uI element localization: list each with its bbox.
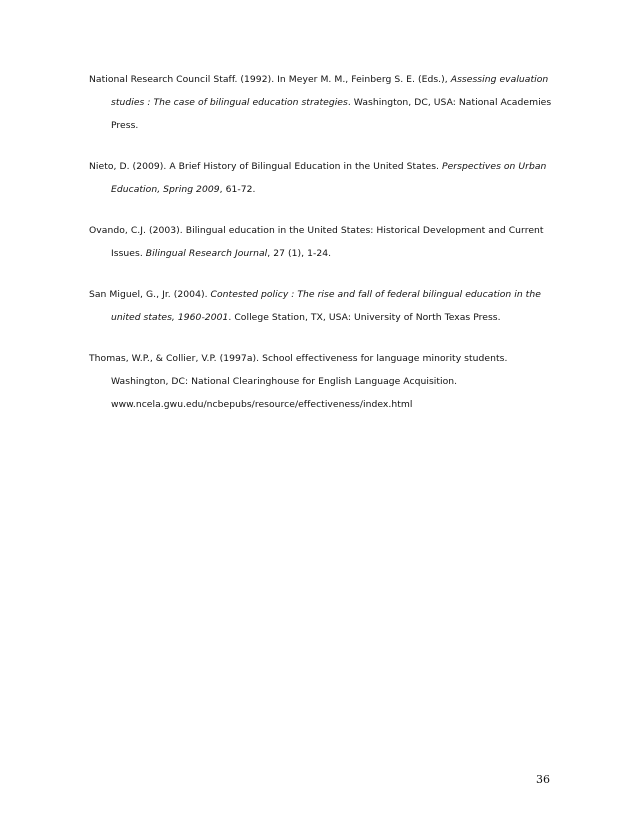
reference-text: . Washington, DC, USA: National Academies Press. — [111, 97, 552, 131]
reference-text: Nieto, D. (2009). A Brief History of Bilingual Education in the United States. — [89, 161, 442, 172]
reference-title: Bilingual Research Journal — [145, 248, 268, 259]
reference-title: Assessing evaluation studies : The case of bilingual education strategies — [111, 74, 549, 108]
reference-title: Perspectives on Urban Education, Spring 2009 — [111, 161, 547, 195]
page-number: 36 — [536, 773, 550, 786]
reference-entry — [89, 68, 559, 137]
reference-text: San Miguel, G., Jr. (2004). — [89, 289, 211, 300]
reference-text: , 61-72. — [219, 184, 256, 195]
reference-entry — [89, 347, 559, 416]
reference-text: , 27 (1), 1-24. — [267, 248, 332, 259]
reference-list — [89, 68, 559, 434]
reference-text: Ovando, C.J. (2003). Bilingual education in the United States: Historical Development and Current Issues. — [89, 225, 544, 259]
reference-title: Contested policy : The rise and fall of federal bilingual education in the united states, 1960-2001 — [111, 289, 541, 323]
reference-text: Thomas, W.P., & Collier, V.P. (1997a). School effectiveness for language minority students. Washington, DC: National Clearinghouse for English Language Acquisition. www.ncela.gwu.edu/ncbepubs/resource/effectiveness/index.html — [89, 353, 508, 410]
reference-entry — [89, 155, 559, 201]
reference-text: . College Station, TX, USA: University of North Texas Press. — [228, 312, 501, 323]
reference-text: National Research Council Staff. (1992). In Meyer M. M., Feinberg S. E. (Eds.), — [89, 74, 451, 85]
reference-entry — [89, 219, 559, 265]
reference-entry — [89, 283, 559, 329]
